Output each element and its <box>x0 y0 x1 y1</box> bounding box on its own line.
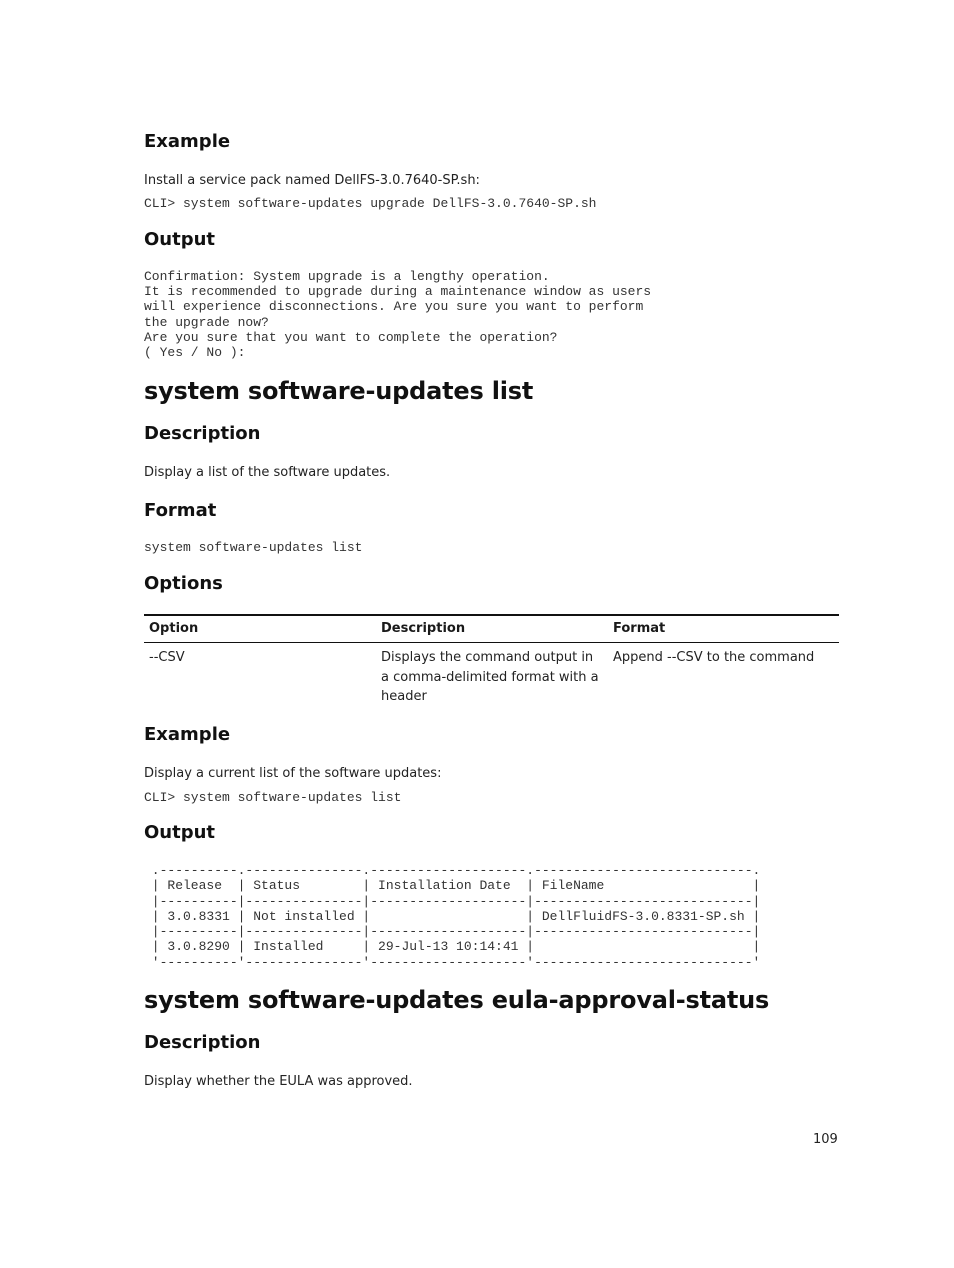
output-heading-1: Output <box>144 229 216 250</box>
options-table <box>144 614 839 707</box>
format-heading-2: Format <box>144 500 217 521</box>
example-code-1: CLI> system software-updates upgrade DellFS-3.0.7640-SP.sh <box>144 196 597 211</box>
table-row <box>144 643 839 707</box>
output-code-1: Confirmation: System upgrade is a lengthy operation. It is recommended to upgrade during a maintenance window as users will experience disconnections. Are you sure you want to perform the upgrade now? Are you sure that you want to complete the operation? ( Yes / No ): <box>144 269 652 361</box>
output-heading-2: Output <box>144 822 216 843</box>
option-cell: --CSV <box>149 650 185 665</box>
example-text-2: Display a current list of the software updates: <box>144 766 442 781</box>
options-table-header-row <box>144 615 839 643</box>
options-header-option: Option <box>144 615 376 643</box>
format-cell: Append --CSV to the command <box>613 650 815 665</box>
section-title-list: system software-updates list <box>144 377 534 405</box>
section-title-eula: system software-updates eula-approval-status <box>144 986 770 1014</box>
description-text-3: Display whether the EULA was approved. <box>144 1074 413 1089</box>
format-code-2: system software-updates list <box>144 540 363 555</box>
example-heading-1: Example <box>144 131 231 152</box>
output-table-ascii: .----------.---------------.--------------------.----------------------------. | Release | Status | Installation Date | FileName | |----------|---------------|--------------------|----------------------------| | 3.0.8331 | Not installed | | DellFluidFS-3.0.8331-SP.sh | |----------|---------------|--------------------|----------------------------| | 3.0.8290 | Installed | 29-Jul-13 10:14:41 | | '----------'---------------'--------------------'----------------------------' <box>151 863 761 970</box>
description-heading-2: Description <box>144 423 261 444</box>
options-table-wrapper <box>144 614 839 707</box>
example-heading-2: Example <box>144 724 231 745</box>
example-code-2: CLI> system software-updates list <box>144 790 402 805</box>
example-text-1: Install a service pack named DellFS-3.0.7640-SP.sh: <box>144 173 480 188</box>
options-header-description: Description <box>376 615 608 643</box>
description-heading-3: Description <box>144 1032 261 1053</box>
description-cell: Displays the command output in a comma-delimited format with a header <box>381 650 599 704</box>
description-text-2: Display a list of the software updates. <box>144 465 391 480</box>
page-number: 109 <box>813 1132 838 1147</box>
options-heading-2: Options <box>144 573 223 594</box>
options-header-format: Format <box>608 615 839 643</box>
